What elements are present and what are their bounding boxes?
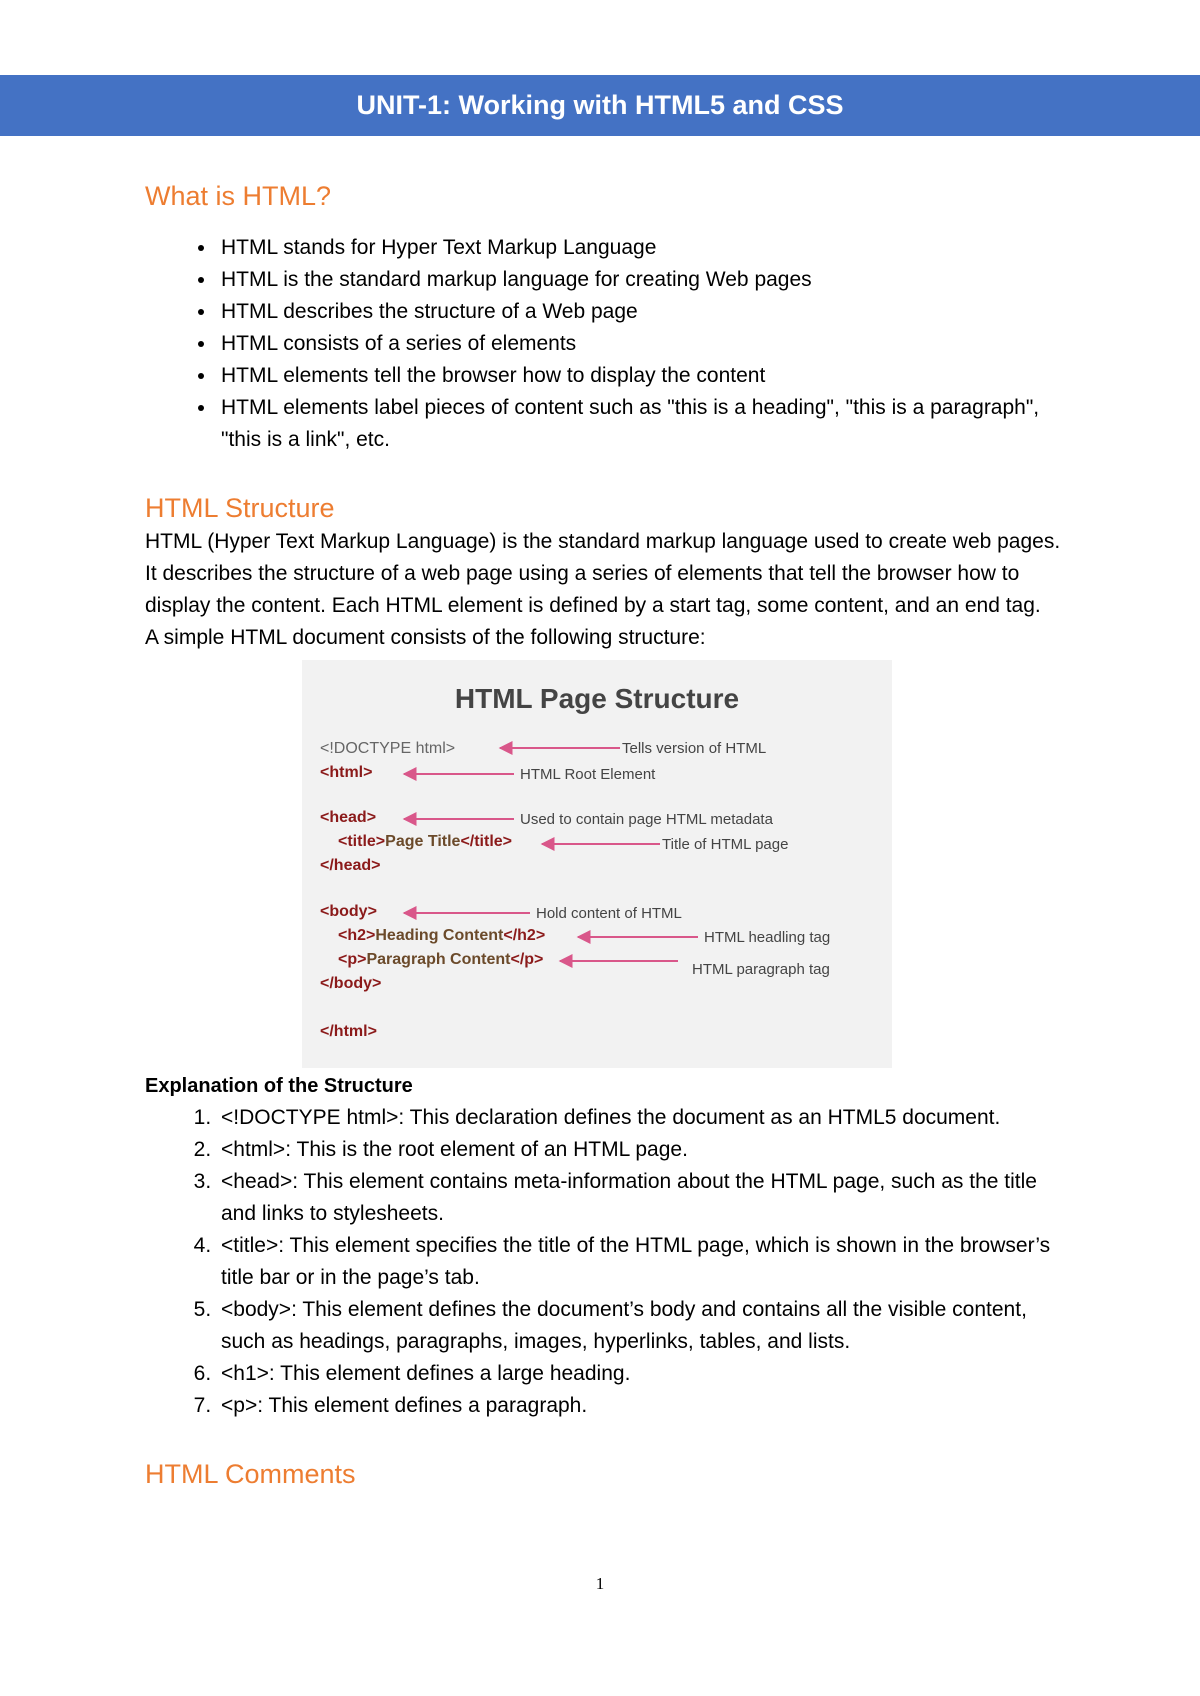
list-item: 3. <head>: This element contains meta-information about the HTML page, such as the title and links to stylesheets. xyxy=(217,1166,1065,1230)
document-body xyxy=(145,178,1065,1492)
list-item: • HTML elements label pieces of content such as "this is a heading", "this is a paragraph", "this is a link", etc. xyxy=(217,392,1065,456)
code-p-text: Paragraph Content xyxy=(366,951,511,968)
label-title: Title of HTML page xyxy=(662,836,789,853)
list-item: • HTML describes the structure of a Web page xyxy=(217,296,1065,328)
heading-html-structure: HTML Structure xyxy=(145,493,335,523)
explanation-heading: Explanation of the Structure xyxy=(145,1075,413,1097)
heading-what-is-html: What is HTML? xyxy=(145,181,332,211)
label-p: HTML paragraph tag xyxy=(692,961,830,978)
code-title-text: Page Title xyxy=(385,833,461,850)
list-item: • HTML stands for Hyper Text Markup Language xyxy=(217,232,1065,264)
code-p-line xyxy=(338,951,543,968)
code-title-close: </title> xyxy=(460,833,513,850)
list-item: 5. <body>: This element defines the document’s body and contains all the visible content, such as headings, paragraphs, images, hyperlinks, tables, and lists. xyxy=(217,1294,1065,1358)
list-item: 2. <html>: This is the root element of an HTML page. xyxy=(217,1134,1065,1166)
code-title-line xyxy=(338,833,512,850)
unit-title-banner: UNIT-1: Working with HTML5 and CSS xyxy=(0,75,1200,136)
code-h2-text: Heading Content xyxy=(375,927,504,944)
code-h2-line xyxy=(338,927,545,944)
figure-background xyxy=(302,660,892,1068)
html-page-structure-figure xyxy=(302,660,892,1068)
code-body-close: </body> xyxy=(320,975,382,992)
list-item: 1. <!DOCTYPE html>: This declaration defines the document as an HTML5 document. xyxy=(217,1102,1065,1134)
label-body: Hold content of HTML xyxy=(536,905,682,922)
code-html-open: <html> xyxy=(320,764,373,781)
list-item: • HTML is the standard markup language for creating Web pages xyxy=(217,264,1065,296)
code-head-open: <head> xyxy=(320,809,377,826)
heading-html-comments: HTML Comments xyxy=(145,1459,356,1489)
label-doctype: Tells version of HTML xyxy=(622,740,767,757)
list-item: 7. <p>: This element defines a paragraph. xyxy=(217,1390,1065,1422)
list-item: 6. <h1>: This element defines a large heading. xyxy=(217,1358,1065,1390)
code-title-open: <title> xyxy=(338,833,386,850)
explanation-list xyxy=(145,1102,1065,1422)
figure-title: HTML Page Structure xyxy=(454,683,740,714)
html-facts-list xyxy=(145,232,1065,456)
code-h2-close: </h2> xyxy=(503,927,546,944)
list-item: 4. <title>: This element specifies the title of the HTML page, which is shown in the browser’s title bar or in the page’s tab. xyxy=(217,1230,1065,1294)
code-head-close: </head> xyxy=(320,857,381,874)
code-html-close: </html> xyxy=(320,1023,377,1040)
page-number: 1 xyxy=(595,1574,605,1593)
code-p-close: </p> xyxy=(510,951,544,968)
structure-paragraph: HTML (Hyper Text Markup Language) is the standard markup language used to create web pages. It describes the structure of a web page using a series of elements that tell the browser how to display the content. Each HTML element is defined by a start tag, some content, and an end tag. xyxy=(145,530,1061,617)
code-doctype: <!DOCTYPE html> xyxy=(320,740,456,757)
code-body-open: <body> xyxy=(320,903,377,920)
structure-intro: A simple HTML document consists of the following structure: xyxy=(145,626,706,649)
list-item: • HTML consists of a series of elements xyxy=(217,328,1065,360)
code-h2-open: <h2> xyxy=(338,927,376,944)
label-head: Used to contain page HTML metadata xyxy=(520,811,773,828)
label-h2: HTML headling tag xyxy=(704,929,831,946)
label-html: HTML Root Element xyxy=(520,766,656,783)
code-p-open: <p> xyxy=(338,951,367,968)
list-item: • HTML elements tell the browser how to display the content xyxy=(217,360,1065,392)
